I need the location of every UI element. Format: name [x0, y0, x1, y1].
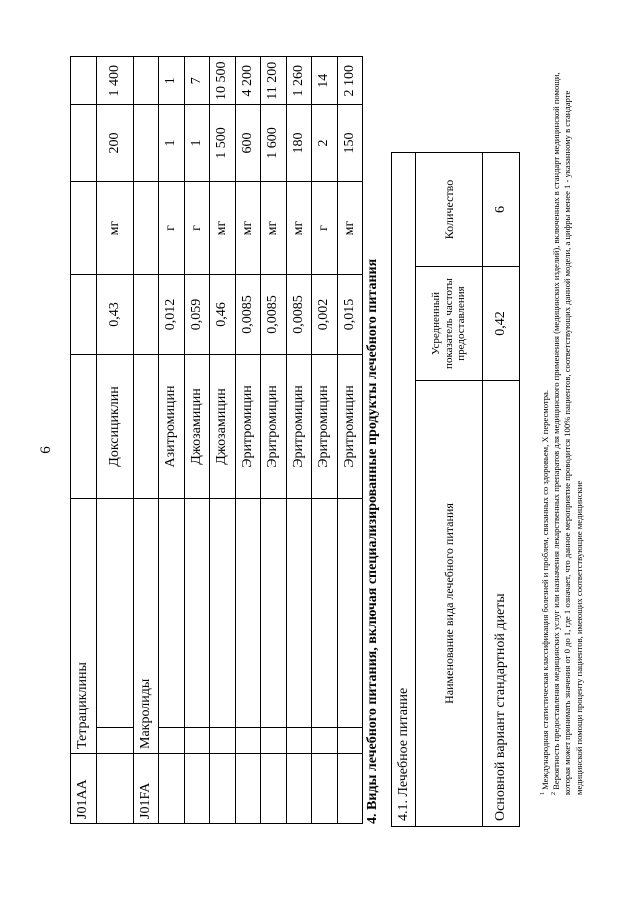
unit-cell	[133, 182, 159, 275]
footnote-mark: 2	[551, 792, 558, 795]
fraction-cell: 0,0085	[235, 275, 261, 355]
diet-table	[391, 152, 520, 827]
fraction-cell: 0,015	[337, 275, 363, 355]
table-row	[286, 57, 312, 824]
unit-cell	[71, 182, 97, 275]
dose-cell: 1	[184, 105, 210, 182]
drug-name-cell: Джозамицин	[184, 355, 210, 499]
diet-frequency-cell: 0,42	[483, 267, 520, 381]
empty-cell	[96, 499, 133, 728]
table-row	[159, 57, 185, 824]
diet-subheading: 4.1. Лечебное питание	[392, 153, 416, 827]
dose-cell: 1 500	[210, 105, 236, 182]
footnote-mark: 1	[540, 792, 547, 795]
indent-cell	[184, 728, 210, 754]
indent-cell	[312, 728, 338, 754]
indent-cell	[261, 728, 287, 754]
table-row	[312, 57, 338, 824]
group-name-cell: Макролиды	[133, 499, 159, 754]
fraction-cell: 0,002	[312, 275, 338, 355]
atc-code-cell	[286, 754, 312, 824]
diet-header-name: Наименование вида лечебного питания	[416, 381, 483, 827]
table-row	[261, 57, 287, 824]
empty-cell	[235, 499, 261, 728]
indent-cell	[96, 728, 133, 754]
empty-cell	[286, 499, 312, 728]
dose-cell: 1	[159, 105, 185, 182]
page-number: 6	[38, 446, 54, 454]
atc-code-cell: J01AA	[71, 754, 97, 824]
dose-cell: 150	[337, 105, 363, 182]
dose-cell	[71, 105, 97, 182]
fraction-cell	[133, 275, 159, 355]
dose-cell: 2	[312, 105, 338, 182]
table-row	[235, 57, 261, 824]
footnote-text: Международная статистическая классификация болезней и проблем, связанных со здоровьем, X пересмотра.	[540, 389, 550, 792]
unit-cell: мг	[210, 182, 236, 275]
course-cell: 2 100	[337, 57, 363, 105]
indent-cell	[337, 728, 363, 754]
dose-cell: 200	[96, 105, 133, 182]
drug-name-cell: Эритромицин	[286, 355, 312, 499]
unit-cell: г	[312, 182, 338, 275]
fraction-cell: 0,0085	[261, 275, 287, 355]
diet-header-quantity: Количество	[416, 153, 483, 267]
unit-cell: мг	[96, 182, 133, 275]
group-name-cell: Тетрациклины	[71, 499, 97, 754]
drug-name-cell: Эритромицин	[312, 355, 338, 499]
drug-name-cell: Доксициклин	[96, 355, 133, 499]
atc-code-cell	[159, 754, 185, 824]
fraction-cell: 0,46	[210, 275, 236, 355]
unit-cell: мг	[261, 182, 287, 275]
unit-cell: мг	[235, 182, 261, 275]
empty-cell	[159, 499, 185, 728]
diet-row	[483, 153, 520, 827]
course-cell	[133, 57, 159, 105]
footnote-text: Вероятность предоставления медицинских услуг или назначения лекарственных препаратов для медицинского применения (медицинских изделий), включенных в стандарт медицинской помощи, которая может принимать значения от 0 до 1, где 1 означает, что данное мероприятие проводится 100% пациентов, соответствующих данной модели, а цифры менее 1 - указанному в стандарте медицинской помощи проценту пациентов, имеющих соответствующие медицинские	[551, 72, 584, 795]
drug-name-cell	[133, 355, 159, 499]
empty-cell	[312, 499, 338, 728]
table-row	[184, 57, 210, 824]
atc-code-cell	[210, 754, 236, 824]
diet-name-cell: Основной вариант стандартной диеты	[483, 381, 520, 827]
indent-cell	[210, 728, 236, 754]
drug-name-cell	[71, 355, 97, 499]
course-cell: 10 500	[210, 57, 236, 105]
dose-cell: 1 600	[261, 105, 287, 182]
fraction-cell: 0,43	[96, 275, 133, 355]
drug-name-cell: Эритромицин	[235, 355, 261, 499]
unit-cell: г	[159, 182, 185, 275]
atc-code-cell	[261, 754, 287, 824]
empty-cell	[337, 499, 363, 728]
drug-name-cell: Эритромицин	[261, 355, 287, 499]
fraction-cell	[71, 275, 97, 355]
unit-cell: мг	[337, 182, 363, 275]
drug-table	[70, 57, 363, 825]
drug-name-cell: Эритромицин	[337, 355, 363, 499]
drug-name-cell: Джозамицин	[210, 355, 236, 499]
atc-code-cell	[235, 754, 261, 824]
empty-cell	[261, 499, 287, 728]
diet-header-frequency: Усредненный показатель частоты предоставления	[416, 267, 483, 381]
fraction-cell: 0,059	[184, 275, 210, 355]
atc-code-cell	[96, 754, 133, 824]
fraction-cell: 0,0085	[286, 275, 312, 355]
course-cell: 7	[184, 57, 210, 105]
dose-cell: 180	[286, 105, 312, 182]
empty-cell	[210, 499, 236, 728]
unit-cell: мг	[286, 182, 312, 275]
footnotes	[540, 50, 585, 795]
table-row	[337, 57, 363, 824]
course-cell	[71, 57, 97, 105]
dose-cell: 600	[235, 105, 261, 182]
table-row	[96, 57, 133, 824]
atc-code-cell: J01FA	[133, 754, 159, 824]
empty-cell	[184, 499, 210, 728]
course-cell: 1	[159, 57, 185, 105]
diet-quantity-cell: 6	[483, 153, 520, 267]
fraction-cell: 0,012	[159, 275, 185, 355]
unit-cell: г	[184, 182, 210, 275]
indent-cell	[159, 728, 185, 754]
atc-code-cell	[184, 754, 210, 824]
table-row	[71, 57, 97, 824]
course-cell: 4 200	[235, 57, 261, 105]
course-cell: 1 260	[286, 57, 312, 105]
indent-cell	[235, 728, 261, 754]
indent-cell	[286, 728, 312, 754]
course-cell: 11 200	[261, 57, 287, 105]
atc-code-cell	[312, 754, 338, 824]
section-heading: 4. Виды лечебного питания, включая специализированные продукты лечебного питания	[365, 258, 380, 824]
dose-cell	[133, 105, 159, 182]
drug-name-cell: Азитромицин	[159, 355, 185, 499]
table-row	[133, 57, 159, 824]
table-row	[210, 57, 236, 824]
atc-code-cell	[337, 754, 363, 824]
course-cell: 14	[312, 57, 338, 105]
course-cell: 1 400	[96, 57, 133, 105]
footnote-2	[551, 50, 585, 795]
footnote-1	[540, 50, 551, 795]
